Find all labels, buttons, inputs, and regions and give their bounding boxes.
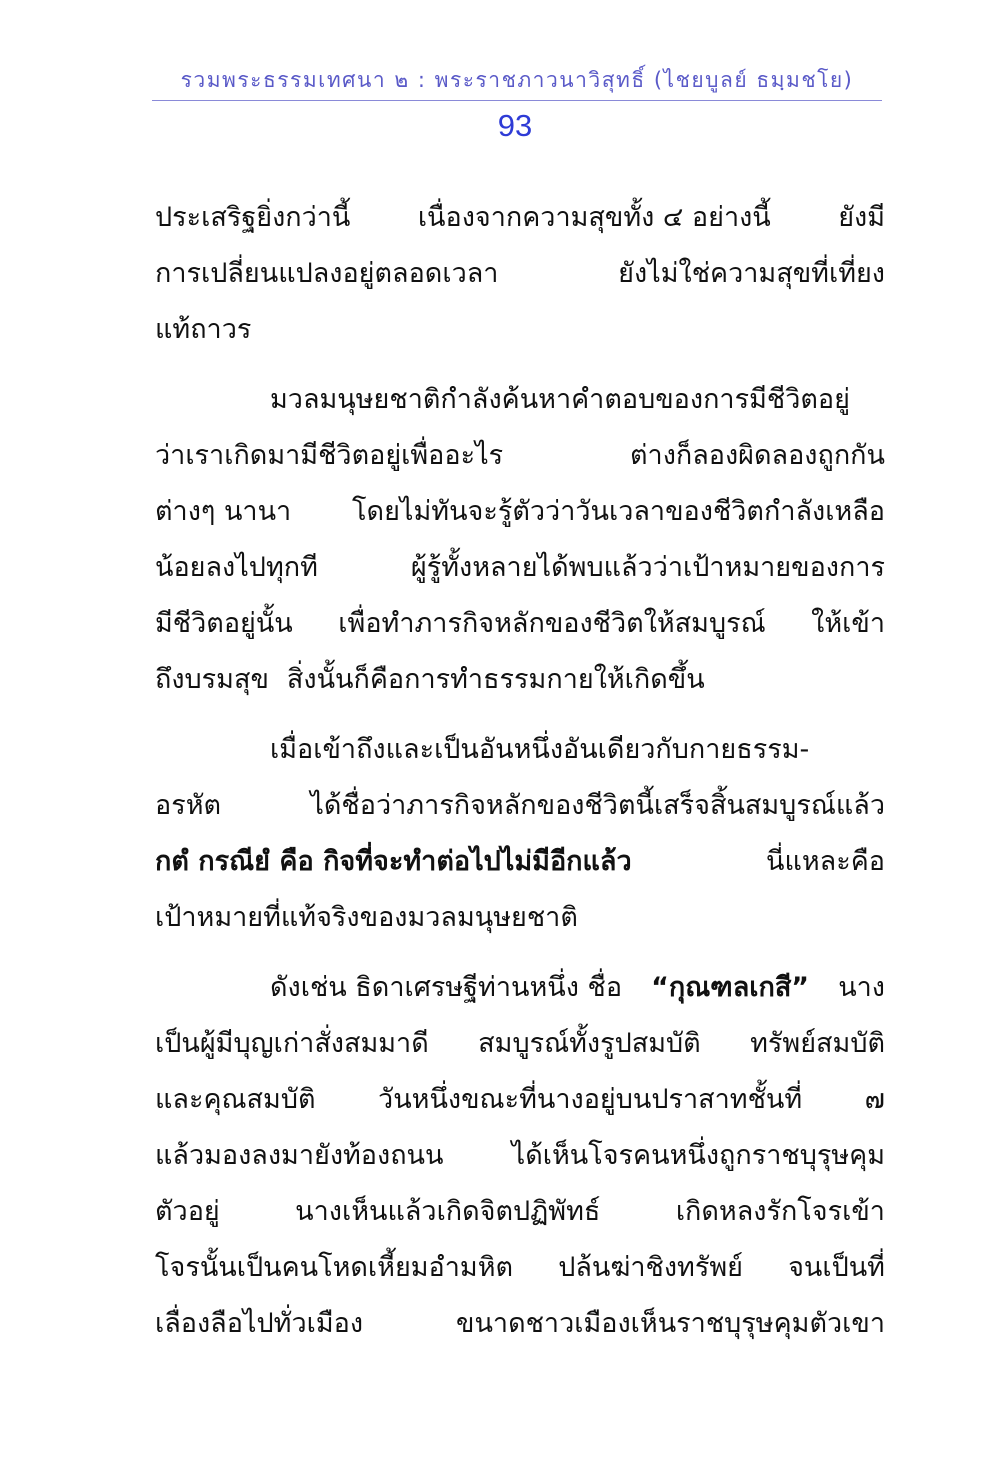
text-segment: นางเห็นแล้วเกิดจิตปฏิพัทธ์ xyxy=(295,1196,601,1227)
text-segment: ยังมี xyxy=(838,202,885,233)
text-line xyxy=(155,540,885,596)
text-line xyxy=(155,1184,885,1240)
text-line xyxy=(155,246,885,302)
paragraph-1 xyxy=(155,190,885,358)
header-rule xyxy=(152,100,882,101)
text-line xyxy=(155,1016,885,1072)
text-line xyxy=(155,1128,885,1184)
text-segment: แท้ถาวร xyxy=(155,314,252,345)
text-segment: ปล้นฆ่าชิงทรัพย์ xyxy=(558,1252,743,1283)
text-segment: สมบูรณ์ทั้งรูปสมบัติ xyxy=(478,1028,701,1059)
text-segment: เป็นผู้มีบุญเก่าสั่งสมมาดี xyxy=(155,1028,429,1059)
text-line xyxy=(155,778,885,834)
text-segment: นี่แหละคือ xyxy=(766,846,885,877)
text-segment: เพื่อทำภารกิจหลักของชีวิตให้สมบูรณ์ xyxy=(338,608,766,639)
text-line xyxy=(155,372,885,428)
text-segment: เกิดหลงรักโจรเข้า xyxy=(675,1196,885,1227)
text-segment: อรหัต xyxy=(155,790,222,821)
text-segment: ผู้รู้ทั้งหลายได้พบแล้วว่าเป้าหมายของการ xyxy=(410,552,885,583)
text-line xyxy=(155,1240,885,1296)
text-segment: เลื่องลือไปทั่วเมือง xyxy=(155,1308,364,1339)
text-line xyxy=(155,652,885,708)
text-segment: ได้เห็นโจรคนหนึ่งถูกราชบุรุษคุม xyxy=(511,1140,885,1171)
text-line xyxy=(155,428,885,484)
paragraph-gap xyxy=(155,358,885,372)
text-line xyxy=(155,1072,885,1128)
text-segment: ยังไม่ใช่ความสุขที่เที่ยง xyxy=(618,258,885,289)
text-segment: นาง xyxy=(838,972,885,1003)
text-segment: ดังเช่น ธิดาเศรษฐีท่านหนึ่ง ชื่อ xyxy=(270,972,623,1003)
paragraph-gap xyxy=(155,708,885,722)
text-segment: ต่างๆ นานา xyxy=(155,496,292,527)
text-line xyxy=(155,722,885,778)
name-bold: “กุณฑลเกสี” xyxy=(651,972,810,1003)
text-segment: ตัวอยู่ xyxy=(155,1196,220,1227)
text-line xyxy=(155,890,885,946)
text-segment: ได้ชื่อว่าภารกิจหลักของชีวิตนี้เสร็จสิ้นสมบูรณ์แล้ว xyxy=(310,790,885,821)
text-line xyxy=(155,302,885,358)
text-segment: ทรัพย์สมบัติ xyxy=(750,1028,885,1059)
text-segment: จนเป็นที่ xyxy=(788,1252,885,1283)
text-line xyxy=(155,596,885,652)
paragraph-3 xyxy=(155,722,885,946)
text-line xyxy=(155,960,885,1016)
text-segment: ต่างก็ลองผิดลองถูกกัน xyxy=(630,440,885,471)
text-segment: และคุณสมบัติ xyxy=(155,1084,316,1115)
text-segment: มีชีวิตอยู่นั้น xyxy=(155,608,293,639)
text-line xyxy=(155,834,885,890)
text-segment: ๗ xyxy=(864,1084,885,1115)
text-segment: การเปลี่ยนแปลงอยู่ตลอดเวลา xyxy=(155,258,499,289)
text-segment: เนื่องจากความสุขทั้ง ๔ อย่างนี้ xyxy=(417,202,771,233)
pali-quote-bold: กตํ กรณียํ คือ กิจที่จะทำต่อไปไม่มีอีกแล้ว xyxy=(155,846,632,877)
text-segment: ว่าเราเกิดมามีชีวิตอยู่เพื่ออะไร xyxy=(155,440,504,471)
text-segment: โจรนั้นเป็นคนโหดเหี้ยมอำมหิต xyxy=(155,1252,514,1283)
running-header: รวมพระธรรมเทศนา ๒ : พระราชภาวนาวิสุทธิ์ (ไชยบูลย์ ธมฺมชโย) xyxy=(180,68,854,92)
text-segment: ประเสริฐยิ่งกว่านี้ xyxy=(155,202,351,233)
text-segment: เป้าหมายที่แท้จริงของมวลมนุษยชาติ xyxy=(155,902,578,933)
paragraph-gap xyxy=(155,946,885,960)
text-segment: ถึงบรมสุข xyxy=(155,664,269,695)
text-line xyxy=(155,1296,885,1352)
text-line xyxy=(155,484,885,540)
text-segment: ให้เข้า xyxy=(811,608,885,639)
text-segment: เมื่อเข้าถึงและเป็นอันหนึ่งอันเดียวกับกายธรรม- xyxy=(270,734,810,765)
text-segment: โดยไม่ทันจะรู้ตัวว่าวันเวลาของชีวิตกำลังเหลือ xyxy=(352,496,885,527)
text-segment: น้อยลงไปทุกที xyxy=(155,552,318,583)
page-number: 93 xyxy=(497,108,533,143)
text-segment: มวลมนุษยชาติกำลังค้นหาคำตอบของการมีชีวิตอยู่ xyxy=(270,384,850,415)
text-line xyxy=(155,190,885,246)
paragraph-2 xyxy=(155,372,885,708)
text-segment: สิ่งนั้นก็คือการทำธรรมกายให้เกิดขึ้น xyxy=(286,664,705,695)
paragraph-4 xyxy=(155,960,885,1352)
text-segment: แล้วมองลงมายังท้องถนน xyxy=(155,1140,444,1171)
body-text xyxy=(155,190,885,1352)
text-segment: วันหนึ่งขณะที่นางอยู่บนปราสาทชั้นที่ xyxy=(378,1084,803,1115)
text-segment: ขนาดชาวเมืองเห็นราชบุรุษคุมตัวเขา xyxy=(456,1308,885,1339)
